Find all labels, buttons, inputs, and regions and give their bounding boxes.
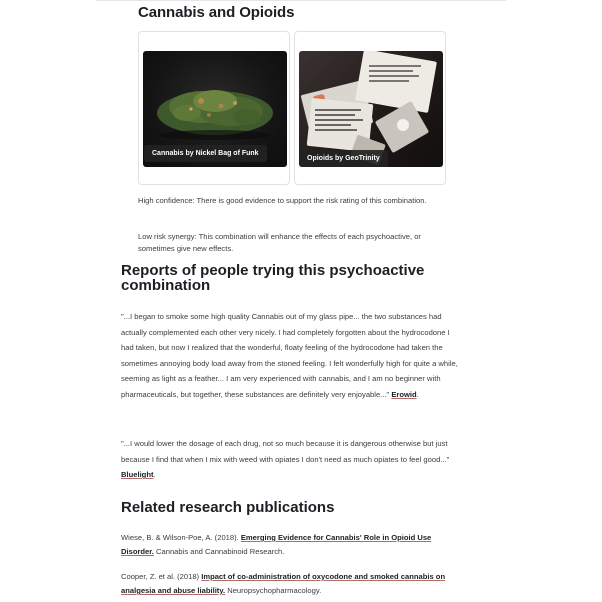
photo-caption: Opioids by GeoTrinity [299, 150, 388, 167]
publication-journal: Cannabis and Cannabinoid Research. [153, 547, 285, 556]
quote-end: . [153, 470, 156, 479]
publication-authors: Cooper, Z. et al. (2018) [121, 572, 202, 581]
publication-authors: Wiese, B. & Wilson-Poe, A. (2018). [121, 533, 241, 542]
report-quote [121, 436, 463, 483]
synergy-note: Low risk synergy: This combination will enhance the effects of each psychoactive, or sometimes give new effects. [138, 232, 421, 253]
publication-journal: Neuropsychopharmacology. [225, 586, 322, 595]
publication-title-link[interactable]: Emerging Evidence for Cannabis' Role in Opioid Use Disorder. [121, 533, 432, 556]
publications-heading: Related research publications [121, 499, 335, 516]
quote-text: "...I would lower the dosage of each drug, not so much because it is dangerous otherwise but just because I find that when I mix with weed with opiates I don't need as much opiates to feel good..." [121, 439, 450, 464]
publication-item [121, 531, 461, 559]
cannabis-card[interactable] [138, 31, 290, 185]
opioids-card[interactable] [294, 31, 446, 185]
photo-caption: Cannabis by Nickel Bag of Funk [144, 145, 267, 162]
report-quote [121, 309, 463, 402]
image-cards [138, 31, 450, 187]
quote-end: . [416, 389, 419, 399]
opioid-packaging-photo[interactable] [299, 51, 443, 167]
quote-text: "...I began to smoke some high quality Cannabis out of my glass pipe... the two substances had actually complemented each other very nicely. I had completely forgotten about the hydrocodone I had taken, but now I realized that the wonderful, floaty feeling of the hydrocodone had taken the sometimes annoying body load away from the stoned feeling. I felt wonderfully high for quite a while, seeming as light as a feather... I am very experienced with cannabis, and I am no beginner with pharmaceuticals, but together, these substances are definitely very enjoyable..." [121, 312, 458, 399]
bluelight-link[interactable]: Bluelight [121, 470, 154, 479]
reports-heading: Reports of people trying this psychoactive combination [121, 262, 425, 294]
confidence-note: High confidence: There is good evidence to support the risk rating of this combination. [138, 196, 427, 205]
top-divider [96, 0, 506, 1]
combination-title: Cannabis and Opioids [138, 4, 295, 21]
publication-item [121, 570, 461, 598]
publication-title-link[interactable]: Impact of co-administration of oxycodone and smoked cannabis on analgesia and abuse liability. [121, 572, 446, 595]
erowid-link[interactable]: Erowid [391, 389, 417, 399]
cannabis-photo[interactable] [143, 51, 287, 167]
